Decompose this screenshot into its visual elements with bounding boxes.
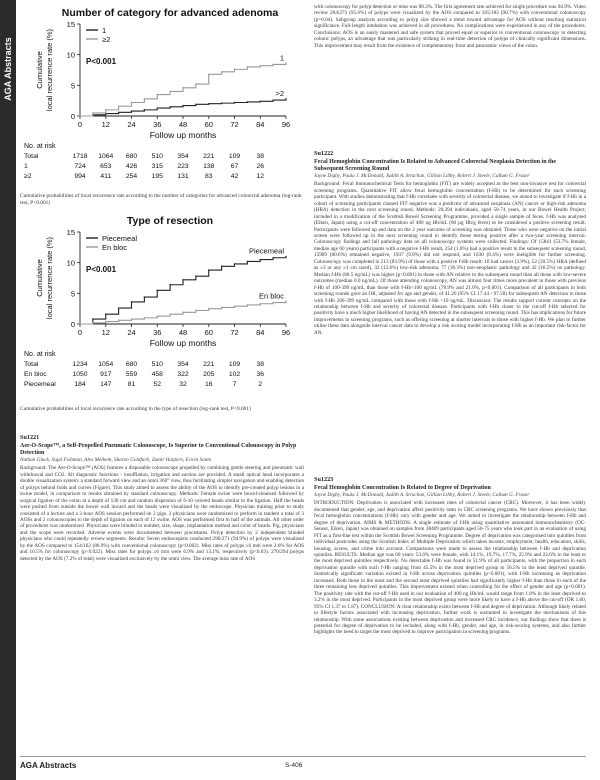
abstract-body: INTRODUCTION: Deprivation is associated with increased rates of colorectal cancer (CRC). Moreover, it has been widely documented that gender, age, and deprivation affect positivity rates in CRC screening programs. We have shown previously that fecal hemoglobin concentrations (f-Hb) vary with gender and age. We aimed to investigate the relationship between f-Hb and degree of deprivation. AIMS & METHODS: A single estimate of f-Hb using quantitative automated immunochemistry (OC-Sensor, Eiken, Japan) was obtained on samples from 38409 participants aged 50-75 years who took part in an evaluation of using FIT as a first-line test within the Scottish Bowel Screening Programme. Degree of deprivation was categorised into quintiles from individual postcodes using the Scottish Index of Multiple Deprivation which takes income, employment, health, education, skills, housing, access, and crime into account. Comparisons were made to assess the relationship between f-Hb and deprivation quintiles. RESULTS: Median age was 60 years: 53.6% were female, with 14.1%, 19.7%, 17.7%, 25.9% and 22.6% in the least to the most deprived quintiles respectively. No detectable f-Hb was found in 51.9% of all participants, with the proportion in each deprivation quintile with such f-Hb ranging from 45.5% in the most deprived group to 56.5% in the least deprived quintile. Statistically significant variation existed in f-Hb across deprivation quintiles (p<0.001), with f-Hb increasing as deprivation increased. Both those in the most and the second most deprived quintiles had significantly higher f-Hb than those in each of the three remaining less deprived quintiles. This improvement existed when controlling for the effect of gender and age (p<0.001). The positivity rate with the cut-off f-Hb used in our evaluation of 400 ng Hb/mL would range from 1.8% in the least deprived to 3.2% in the most deprived. Participants in the most deprived group were more likely to have a f-Hb above the cut-off (OR 1.60, 95% CI 1.37 to 1.87). CONCLUSION: A clear relationship exists between f-Hb and degree of deprivation. Although likely related to lifestyle factors associated with increasing deprivation, further work is warranted to investigate the mechanisms of this relationship. With some associations existing between deprivation and increased CRC incidence, our findings show that there is potential for degree of deprivation to be included, along with f-Hb, gender, and age, in risk-scoring systems, and also further highlights the need to target the most deprived to improve participation in screening programs. <box>314 500 586 636</box>
data-point <box>195 83 196 84</box>
x-tick-label: 48 <box>178 328 188 337</box>
data-point <box>169 284 170 285</box>
y-axis-label <box>35 236 54 319</box>
sidebar <box>0 0 16 780</box>
data-point <box>208 269 209 270</box>
legend-label: Piecemeal <box>102 234 138 243</box>
data-point <box>144 317 145 318</box>
risk-cell: 42 <box>230 173 239 180</box>
abstract-continuation <box>314 4 586 49</box>
curve-label: Piecemeal <box>248 246 284 256</box>
data-point <box>234 102 235 103</box>
risk-cell: 109 <box>228 153 241 160</box>
risk-cell: 221 <box>203 153 215 160</box>
data-point <box>208 103 209 104</box>
sidebar-label: AGA Abstracts <box>3 37 13 101</box>
x-tick-label: 12 <box>101 328 110 337</box>
x-tick-label: 60 <box>204 328 213 337</box>
x-tick-label: 0 <box>77 120 83 129</box>
risk-cell: 1054 <box>98 361 114 368</box>
x-tick-label: 84 <box>256 328 265 337</box>
x-tick-label: 36 <box>153 120 162 129</box>
risk-cell: 254 <box>125 173 138 180</box>
risk-cell: 67 <box>230 163 239 170</box>
data-point <box>285 63 286 64</box>
risk-cell: 510 <box>151 153 163 160</box>
data-point <box>131 110 132 111</box>
data-point <box>195 104 196 105</box>
x-tick-label: 12 <box>101 120 110 129</box>
risk-cell: 195 <box>151 173 163 180</box>
data-point <box>157 290 158 291</box>
risk-row-label: En bloc <box>24 371 47 378</box>
abstract-title: Fecal Hemoglobin Concentration Is Related to Degree of Deprivation <box>314 485 491 491</box>
risk-cell: 2 <box>258 381 263 388</box>
p-value-label: P<0.001 <box>86 57 117 66</box>
data-point <box>157 107 158 108</box>
risk-cell: 559 <box>125 371 138 378</box>
data-point <box>234 306 235 307</box>
data-point <box>118 112 119 113</box>
x-tick-label: 96 <box>281 120 291 129</box>
y-tick-label: 10 <box>66 50 75 60</box>
y-tick-label: 15 <box>66 20 75 29</box>
x-tick-label: 96 <box>281 328 291 337</box>
risk-cell: 1234 <box>72 361 88 368</box>
risk-cell: 131 <box>177 173 189 180</box>
y-axis-label <box>35 28 54 111</box>
x-axis-label: Follow up months <box>149 338 217 348</box>
data-point <box>272 99 273 100</box>
risk-cell: 7 <box>232 381 237 388</box>
y-tick-label: 5 <box>70 289 75 299</box>
data-point <box>118 307 119 308</box>
data-point <box>118 320 119 321</box>
data-point <box>105 321 106 322</box>
data-point <box>105 109 106 110</box>
footer-journal: AGA Abstracts <box>20 761 77 770</box>
risk-cell: 26 <box>256 163 265 170</box>
data-point <box>169 313 170 314</box>
abstract-authors: Nathan Gluck, Sigal Fishman, Alex Melhem, Sharon Goldfarb, Zamir Halpern, Erwin Santo <box>20 457 212 463</box>
risk-cell: 315 <box>151 163 163 170</box>
data-point <box>169 91 170 92</box>
risk-cell: 52 <box>153 381 162 388</box>
risk-cell: 1064 <box>98 153 114 160</box>
data-point <box>285 256 286 257</box>
abstract-id: Su1221 <box>20 434 40 441</box>
risk-table-header: No. at risk <box>24 143 56 150</box>
risk-cell: 653 <box>100 163 112 170</box>
risk-cell: 32 <box>179 381 187 388</box>
data-point <box>247 66 248 67</box>
risk-cell: 680 <box>125 361 138 368</box>
data-point <box>285 301 286 302</box>
risk-cell: 354 <box>177 153 189 160</box>
risk-row-label: Total <box>24 153 39 160</box>
curve-label: >2 <box>275 88 284 98</box>
abstract-title: Fecal Hemoglobin Concentration Is Related to Advanced Colorectal Neoplasia Detection in the Subsequent Screening Round <box>314 159 557 172</box>
data-point <box>260 101 261 102</box>
y-tick-label: 0 <box>70 320 75 329</box>
risk-cell: 102 <box>228 371 241 378</box>
risk-table-header: No. at risk <box>24 351 56 358</box>
risk-cell: 81 <box>127 381 136 388</box>
page-number: S-406 <box>285 762 303 769</box>
risk-cell: 1050 <box>72 371 88 378</box>
risk-cell: 38 <box>256 361 265 368</box>
risk-cell: 354 <box>177 361 189 368</box>
data-point <box>260 65 261 66</box>
abstract-su1223 <box>314 476 586 636</box>
data-point <box>144 296 145 297</box>
data-point <box>131 102 132 103</box>
data-point <box>182 105 183 106</box>
abstract-body: with colonoscopy for polyp detection or miss was 88.3%. The first agreement rate achieved for single procedure was 94.9%. Video review 264/273 (95.6%) of polyps were visualized by the AOS compared to 165/183 (90.7%) with conventional colonoscopy (p=0.04). Subgroup analysis according to polyp size showed a trend toward advantage for AOS without reaching statistical significance. Full-length intubation was achieved in all procedures. No complications were experienced in any of the procedures. Conclusions: AOS is an easily mastered and safe system that proved equal or superior to conventional colonoscopy in detecting colonic polyps, an advantage that was particularly striking in real-time detection of polyps of clinically significant dimensions. This improvement may result from the existence of complementary front and panoramic views of the colon. <box>314 4 586 49</box>
risk-cell: 426 <box>125 163 138 170</box>
risk-cell: 147 <box>100 381 112 388</box>
data-point <box>208 74 209 75</box>
risk-cell: 724 <box>74 163 86 170</box>
data-point <box>131 318 132 319</box>
data-point <box>195 275 196 276</box>
y-tick-label: 10 <box>66 258 75 268</box>
chart-advanced-adenoma <box>20 4 304 190</box>
data-point <box>182 279 183 280</box>
risk-cell: 1718 <box>72 153 88 160</box>
series-line <box>80 99 286 116</box>
risk-cell: 205 <box>203 371 215 378</box>
data-point <box>234 263 235 264</box>
y-tick-label: 5 <box>70 81 75 91</box>
risk-row-label: 1 <box>24 163 28 170</box>
chart-title: Type of resection <box>126 215 214 227</box>
risk-cell: 16 <box>204 381 213 388</box>
y-axis-label-line: Cumulative <box>35 51 44 89</box>
figure-caption-2: Cumulative probabilities of local recurrence rate according to the type of resection (log-rank test, P<0.001) <box>20 406 251 412</box>
x-axis-label: Follow up months <box>149 130 217 140</box>
risk-cell: 36 <box>256 371 265 378</box>
x-tick-label: 24 <box>127 120 136 129</box>
abstract-body: Background: Fecal Immunochemical Tests for hemoglobin (FIT) are widely accepted as the best non-invasive test for colorectal screening programs. Quantitative FIT allow fecal hemoglobin concentration (f-Hb) to be determined for each screening participant. With studies demonstrating that f-Hb correlates with severity of colorectal disease, we aimed to investigate if f-Hb in a cohort of screening participants classed FIT negative was a predictor of advanced neoplasia (AN) cancer or high-risk adenoma (HRA) detection in the next screening round. Methods: 20,394 individuals, aged 50-74 years, in our Bowel Health Project, included in a modification of the Scottish Bowel Screening Programme, provided a single sample of feces. f-Hb was analysed (Eiken, Japan) using a cut-off concentration of 400 ng Hb/mL (80 µg Hb/g feces) to be considered a positive screening result. Participants were followed up and data on the 2 year outcome of screening was obtained. Those who were negative on the initial screen were followed up in the next screening round to identify those testing positive after a two-year screening interval. Colonoscopy findings and full pathology data on all colonoscopy systems were collected. Findings: Of 15841 (53.7% female, median age 60 years) participants with a negative f-Hb result, 254 (1.6%) had a positive result in the subsequent screening round, 15909 (80.6%) remained negative, 1937 (9.8%) did not respond, and 1630 (8.4%) were ineligible for further screening. Colonoscopy was completed in 213 (83.9%) of those with a positive f-Hb result: 10 had cancer (3.9%), 52 (20.5%) HRA (defined as ≥3 or any ≥1 cm sized), 32 (12.6%) low-risk adenoma, 77 (30.3%) non-neoplastic pathology and 42 (16.5%) no pathology. Median f-Hb (80.5 ng/mL) was higher (p<0.001) in those with AN relative to the subsequent round than all those with low-severe outcomes (median 0.0 ng/mL). Of those attending colonoscopy, AN was almost four times more prevalent in those with previous f-Hb of 100-399 ng/mL than those with f-Hb<100 ng/mL (78.9% and 21.0%, p<0.001). Comparison of all participants in both screening rounds gave an OR, adjusted for age and gender, of 41.26 (95% CI 17.44 - 97.58) for subsequent AN detection in those with f-Hb 300-399 ng/mL compared with those with f-Hb <10 ng/mL. Discussion: The results support current concepts on the relationship between f-Hb and severity of colorectal disease. Participants with f-Hb closer to the cut-off f-Hb selected for positivity have a much higher likelihood of having AN detected in the subsequent screening round. This has implications for future improvements in screening programs, such as offering screening at shorter intervals to those with higher f-Hb. We plan to further utilise these data alongside interval cancer data to develop a risk scoring model incorporating f-Hb as an important risk-factor for AN. <box>314 181 586 336</box>
y-tick-label: 15 <box>66 228 75 237</box>
abstract-su1221 <box>20 434 304 562</box>
risk-row-label: ≥2 <box>24 173 32 180</box>
x-tick-label: 84 <box>256 120 265 129</box>
data-point <box>182 87 183 88</box>
data-point <box>272 302 273 303</box>
risk-cell: 994 <box>74 173 86 180</box>
data-point <box>131 301 132 302</box>
data-point <box>182 312 183 313</box>
data-point <box>157 315 158 316</box>
data-point <box>144 109 145 110</box>
abstract-su1222 <box>314 150 586 336</box>
data-point <box>247 304 248 305</box>
data-point <box>221 266 222 267</box>
risk-cell: 184 <box>74 381 86 388</box>
legend-label: 1 <box>102 26 107 35</box>
y-tick-label: 0 <box>70 112 75 121</box>
risk-cell: 109 <box>228 361 241 368</box>
data-point <box>79 323 80 324</box>
legend-label: ≥2 <box>102 35 111 44</box>
data-point <box>195 310 196 311</box>
data-point <box>169 106 170 107</box>
risk-cell: 221 <box>203 361 215 368</box>
data-point <box>208 308 209 309</box>
x-tick-label: 72 <box>230 328 239 337</box>
risk-cell: 411 <box>100 173 112 180</box>
risk-row-label: Piecemeal <box>24 381 56 388</box>
legend-label: En bloc <box>102 243 128 252</box>
abstract-authors: Jayne Digby, Paula J. McDonald, Judith A. Strachan, Gillian Libby, Robert J. Steele, Callum G. Fraser <box>314 492 530 498</box>
data-point <box>144 98 145 99</box>
x-tick-label: 72 <box>230 120 239 129</box>
data-point <box>272 64 273 65</box>
abstract-authors: Jayne Digby, Paula J. McDonald, Judith A. Strachan, Gillian Libby, Robert J. Steele, Callum G. Fraser <box>314 173 530 179</box>
risk-cell: 917 <box>100 371 112 378</box>
data-point <box>92 318 93 319</box>
x-tick-label: 24 <box>127 328 136 337</box>
risk-cell: 223 <box>177 163 189 170</box>
series-line <box>80 63 286 116</box>
data-point <box>247 101 248 102</box>
curve-label: 1 <box>279 53 284 63</box>
data-point <box>221 71 222 72</box>
abstract-id: Su1223 <box>314 476 334 483</box>
p-value-label: P<0.001 <box>86 265 117 274</box>
abstract-id: Su1222 <box>314 150 334 157</box>
data-point <box>118 105 119 106</box>
x-tick-label: 36 <box>153 328 162 337</box>
risk-cell: 38 <box>256 153 265 160</box>
x-tick-label: 48 <box>178 120 188 129</box>
risk-row-label: Total <box>24 361 39 368</box>
data-point <box>234 69 235 70</box>
data-point <box>260 303 261 304</box>
risk-cell: 12 <box>256 173 265 180</box>
risk-cell: 322 <box>177 371 189 378</box>
risk-cell: 83 <box>204 173 213 180</box>
risk-cell: 510 <box>151 361 163 368</box>
y-axis-label-line: Cumulative <box>35 259 44 297</box>
y-axis-label-line: local recurrence rate (%) <box>45 236 54 320</box>
x-tick-label: 60 <box>204 120 213 129</box>
data-point <box>221 102 222 103</box>
data-point <box>247 261 248 262</box>
risk-cell: 680 <box>125 153 138 160</box>
data-point <box>260 259 261 260</box>
abstract-body: Background: The Aer-O-Scope™ (AOS) features a disposable colonoscope propelled by combining gentle steering and pneumatic wall withdrawal and CO2. All diagnostic functions - insufflation, irrigation and suction are provided. A small optical head incorporates a double visualization system: a standard forward view and an omni 360° view, thus facilitating simpler navigation and enabling detection of polyps behind folds and curves (Figure). This study aimed to assess the ability of the AOS to identify pre-created polyp lesions in a swine model, in comparison to results obtained by standard colonoscopy. Methods: Female swine were bowel-cleansed followed by surgical ligation of the colon at a depth of 130 cm and random dispersion of 6-10 colored beads similar to the ligation. Half the beads were pushed from outside the bowel wall inward and the beads were visualized by the endoscope. Physician training prior to study consisted of a lecture and a 2-hour AOS session performed on 2 pigs. 2 physicians were randomized to perform in tandem a total of 3 AOSs and 2 colonoscopies to the depth of ligation on each of 12 swine. AOS was performed first in half of the animals. All other order of procedures was randomized. Physicians were blinded to number, size, shape, implantation method and color of beads. Pig, physicians and the scope were recorded. Adverse events were documented between procedures. Polyp detection by 2 independent blinded physicians who could repeatedly review segments. Results: Seven endoscopists conducted 290/271 (94.9%) of polyps were visualized by the AOS compared to 154/162 (86.9%) with conventional colonoscopy (p<0.002). Miss rates of polyps ≥6 mm were 2.6% for AOS and 10.5% for colonoscopy (p<0.022). Miss rates for polyps ≥6 mm were 6.9% and 13.1%, respectively (p<0.03). 270/294 polyps detected by the AOS (7.2% of total) were visualized exclusively by the omni view. The average miss rate of AOS <box>20 465 304 562</box>
data-point <box>272 257 273 258</box>
risk-cell: 458 <box>151 371 163 378</box>
data-point <box>105 313 106 314</box>
data-point <box>221 307 222 308</box>
x-tick-label: 0 <box>77 328 83 337</box>
curve-label: En bloc <box>258 291 284 301</box>
chart-svg <box>20 4 304 190</box>
risk-cell: 138 <box>203 163 215 170</box>
data-point <box>79 115 80 116</box>
figure-caption-1: Cumulative probabilities of local recurrence rate according to the number of categories for advanced colorectal adenoma (log-rank test, P<0.001) <box>20 193 302 206</box>
chart-type-of-resection <box>20 212 304 398</box>
data-point <box>92 112 93 113</box>
page-footer <box>20 756 586 771</box>
data-point <box>285 98 286 99</box>
chart-svg <box>20 212 304 398</box>
chart-title: Number of category for advanced adenoma <box>61 7 279 19</box>
data-point <box>157 94 158 95</box>
abstract-title: Aer-O-Scope™, a Self-Propelled Pneumatic Colonoscope, Is Superior to Conventional Colonoscopy in Polyp Detection <box>20 443 297 456</box>
y-axis-label-line: local recurrence rate (%) <box>45 28 54 112</box>
data-point <box>92 322 93 323</box>
